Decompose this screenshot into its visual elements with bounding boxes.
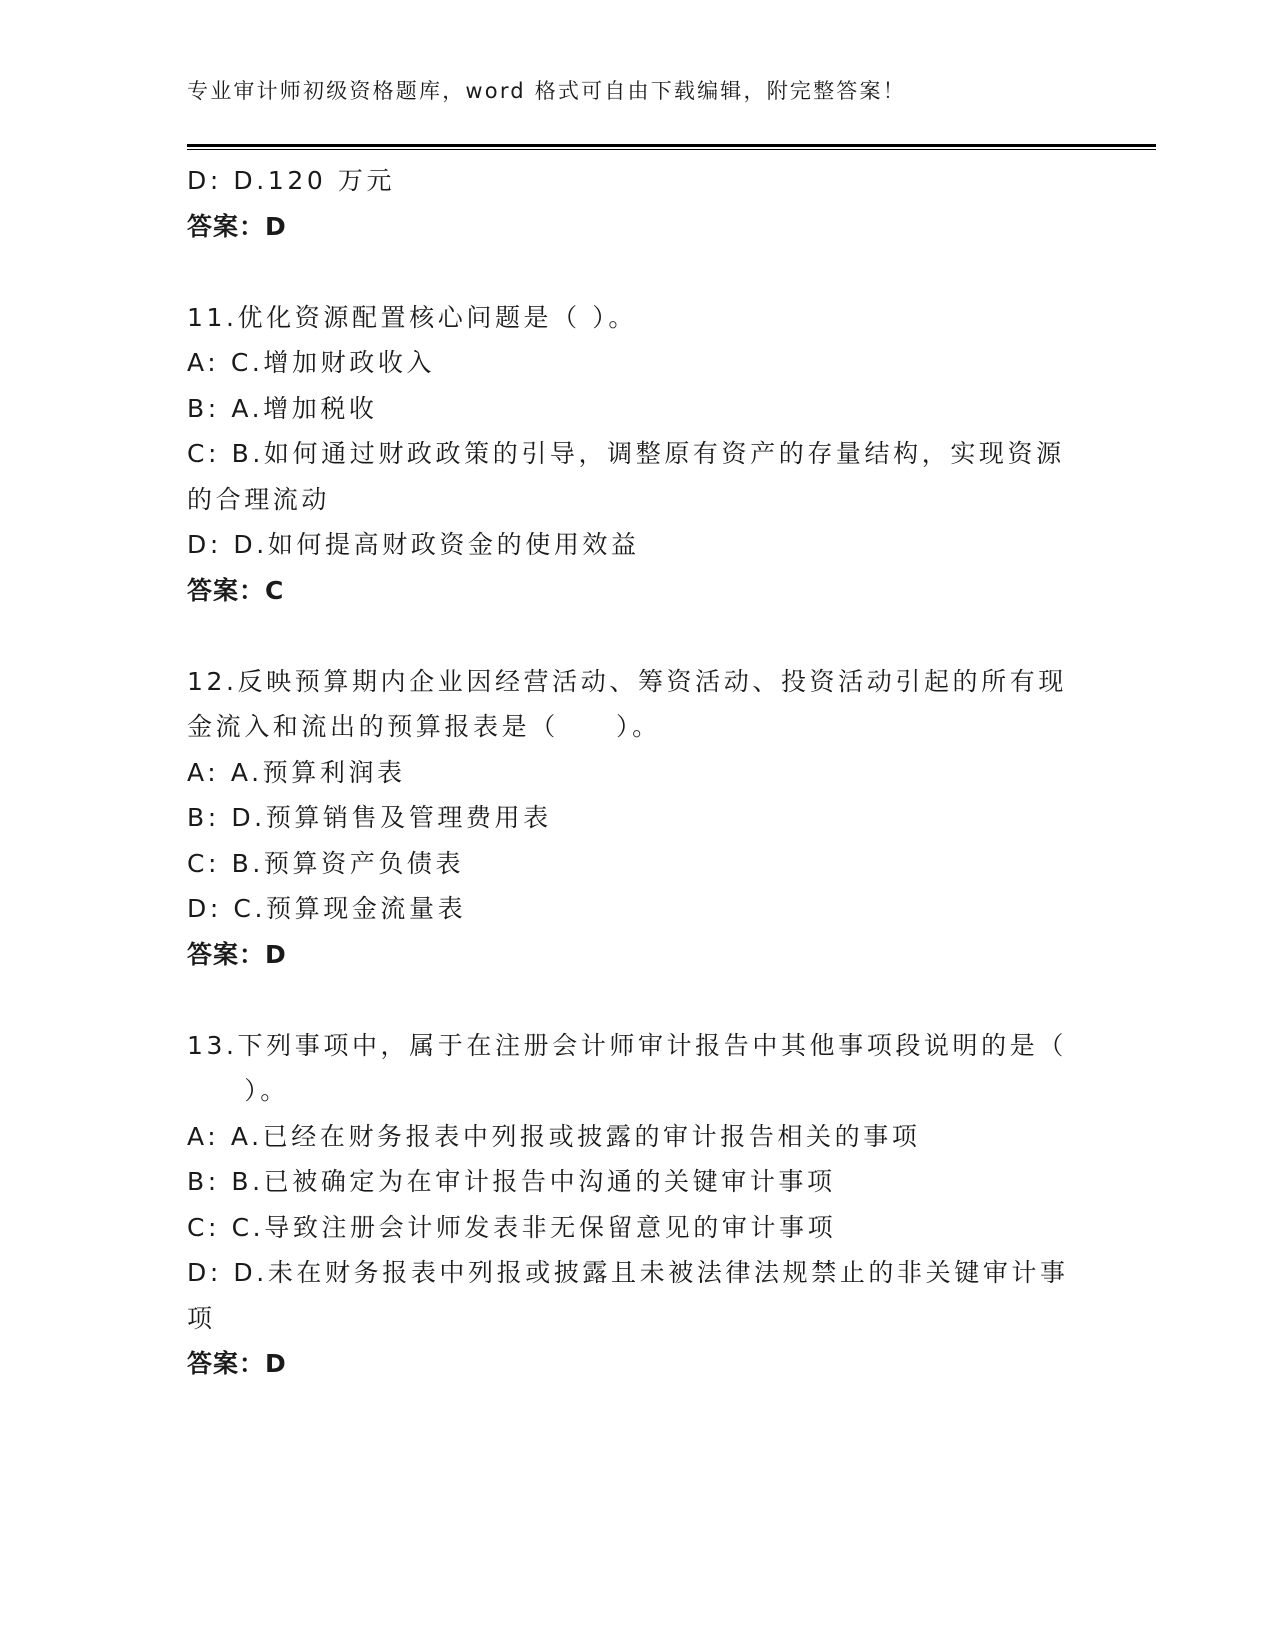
spacer (187, 977, 1087, 1023)
header-rule-thin (187, 149, 1156, 150)
header-rule-thick (187, 144, 1156, 147)
spacer (187, 249, 1087, 295)
option-a: A: A.预算利润表 (187, 757, 406, 787)
option-d: D: D.如何提高财政资金的使用效益 (187, 530, 640, 559)
question-stem-continued: 金流入和流出的预算报表是（ ）。 (187, 712, 661, 741)
option-b: B: D.预算销售及管理费用表 (187, 803, 552, 832)
prev-question-tail (187, 158, 1087, 249)
option-a: A: A.已经在财务报表中列报或披露的审计报告相关的事项 (187, 1121, 921, 1151)
option-d-continued: 项 (187, 1303, 216, 1333)
spacer (187, 613, 1087, 659)
document-body (187, 158, 1087, 1387)
page-header: 专业审计师初级资格题库，word 格式可自由下载编辑，附完整答案！ (187, 79, 906, 103)
answer-line: 答案：D (187, 939, 287, 969)
answer-line: 答案：D (187, 211, 287, 241)
question-stem: 13.下列事项中，属于在注册会计师审计报告中其他事项段说明的是（ (187, 1030, 1067, 1060)
option-d: D: D.未在财务报表中列报或披露且未被法律法规禁止的非关键审计事 (187, 1258, 1069, 1287)
option-b: B: A.增加税收 (187, 393, 378, 423)
option-c: C: B.预算资产负债表 (187, 848, 465, 878)
answer-line: 答案：D (187, 1349, 287, 1378)
question-stem: 11.优化资源配置核心问题是（ ）。 (187, 302, 638, 332)
answer-line: 答案：C (187, 575, 285, 605)
question-12 (187, 659, 1087, 978)
option-a: A: C.增加财政收入 (187, 348, 436, 377)
option-b: B: B.已被确定为在审计报告中沟通的关键审计事项 (187, 1167, 836, 1196)
option-d: D: C.预算现金流量表 (187, 894, 467, 923)
option-c: C: C.导致注册会计师发表非无保留意见的审计事项 (187, 1212, 837, 1242)
question-11 (187, 295, 1087, 614)
option-c-continued: 的合理流动 (187, 484, 331, 514)
option-c: C: B.如何通过财政政策的引导，调整原有资产的存量结构，实现资源 (187, 439, 1065, 468)
question-stem-continued: ）。 (187, 1076, 289, 1105)
question-stem: 12.反映预算期内企业因经营活动、筹资活动、投资活动引起的所有现 (187, 666, 1067, 696)
question-13 (187, 1023, 1087, 1387)
option-d: D: D.120 万元 (187, 166, 396, 195)
